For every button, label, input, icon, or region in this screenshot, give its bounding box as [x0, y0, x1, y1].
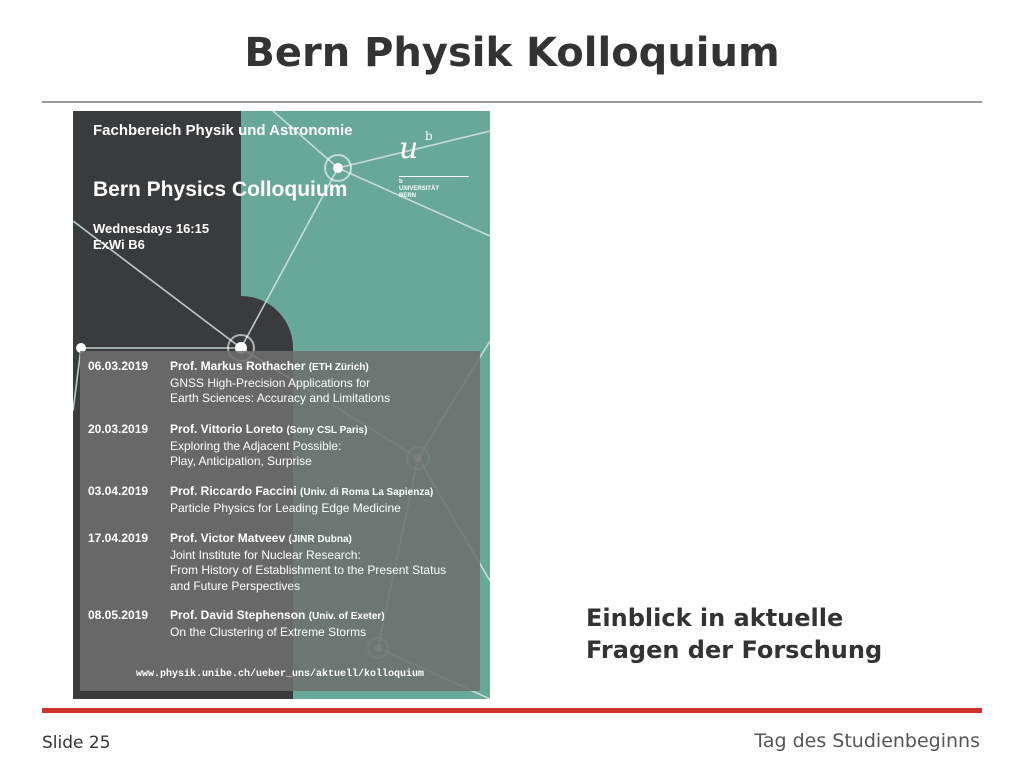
lecture-institution: (Sony CSL Paris): [286, 425, 368, 436]
poster-schedule: [93, 221, 209, 253]
lecture-institution: (Univ. of Exeter): [308, 611, 385, 622]
lecture-topic: Particle Physics for Leading Edge Medicine: [170, 500, 401, 515]
footer-event-title: Tag des Studienbeginns: [754, 730, 980, 752]
footer-divider: [42, 708, 982, 713]
logo-divider: [399, 176, 469, 177]
caption-line: Fragen der Forschung: [586, 636, 883, 664]
lecture-speaker: Prof. Markus Rothacher: [170, 359, 306, 373]
slide-number: Slide 25: [42, 733, 111, 753]
colloquium-poster: [73, 111, 490, 699]
lecture-topic: GNSS High-Precision Applications for: [170, 375, 371, 390]
poster-room: ExWi B6: [93, 237, 145, 252]
lecture-list: [80, 351, 480, 691]
slide-caption: [586, 602, 882, 666]
slide-title: Bern Physik Kolloquium: [244, 30, 780, 76]
lecture-institution: (ETH Zürich): [308, 362, 369, 373]
university-logo-icon: u: [399, 131, 419, 166]
lecture-topic: Exploring the Adjacent Possible:: [170, 438, 342, 453]
university-logo-text: b UNIVERSITÄT BERN: [399, 179, 440, 199]
lecture-date: 03.04.2019: [88, 484, 149, 498]
poster-time: Wednesdays 16:15: [93, 221, 210, 236]
lecture-date: 17.04.2019: [88, 531, 149, 545]
lecture-topic: Earth Sciences: Accuracy and Limitations: [170, 391, 391, 405]
lecture-speaker: Prof. Riccardo Faccini: [170, 484, 297, 498]
lecture-topic: Play, Anticipation, Surprise: [170, 454, 312, 468]
lecture-topic: From History of Establishment to the Present Status: [170, 563, 447, 577]
lecture-speaker: Prof. Victor Matveev: [170, 531, 286, 545]
lecture-date: 20.03.2019: [88, 422, 149, 436]
lecture-institution: (Univ. di Roma La Sapienza): [300, 487, 434, 498]
poster-url: www.physik.unibe.ch/ueber_uns/aktuell/kolloquium: [135, 669, 425, 680]
title-divider: [42, 101, 982, 103]
university-logo-superscript: b: [425, 129, 433, 143]
lecture-topic: On the Clustering of Extreme Storms: [170, 624, 367, 639]
lecture-institution: (JINR Dubna): [288, 534, 352, 545]
lecture-topic: and Future Perspectives: [170, 578, 301, 593]
lecture-speaker: Prof. David Stephenson: [170, 608, 306, 622]
caption-line: Einblick in aktuelle: [586, 604, 844, 632]
poster-title: Bern Physics Colloquium: [93, 178, 348, 201]
lecture-date: 06.03.2019: [88, 359, 149, 373]
lecture-speaker: Prof. Vittorio Loreto: [170, 422, 284, 436]
lecture-topic: Joint Institute for Nuclear Research:: [170, 547, 361, 562]
poster-department: Fachbereich Physik und Astronomie: [93, 122, 353, 139]
lecture-date: 08.05.2019: [88, 608, 149, 622]
